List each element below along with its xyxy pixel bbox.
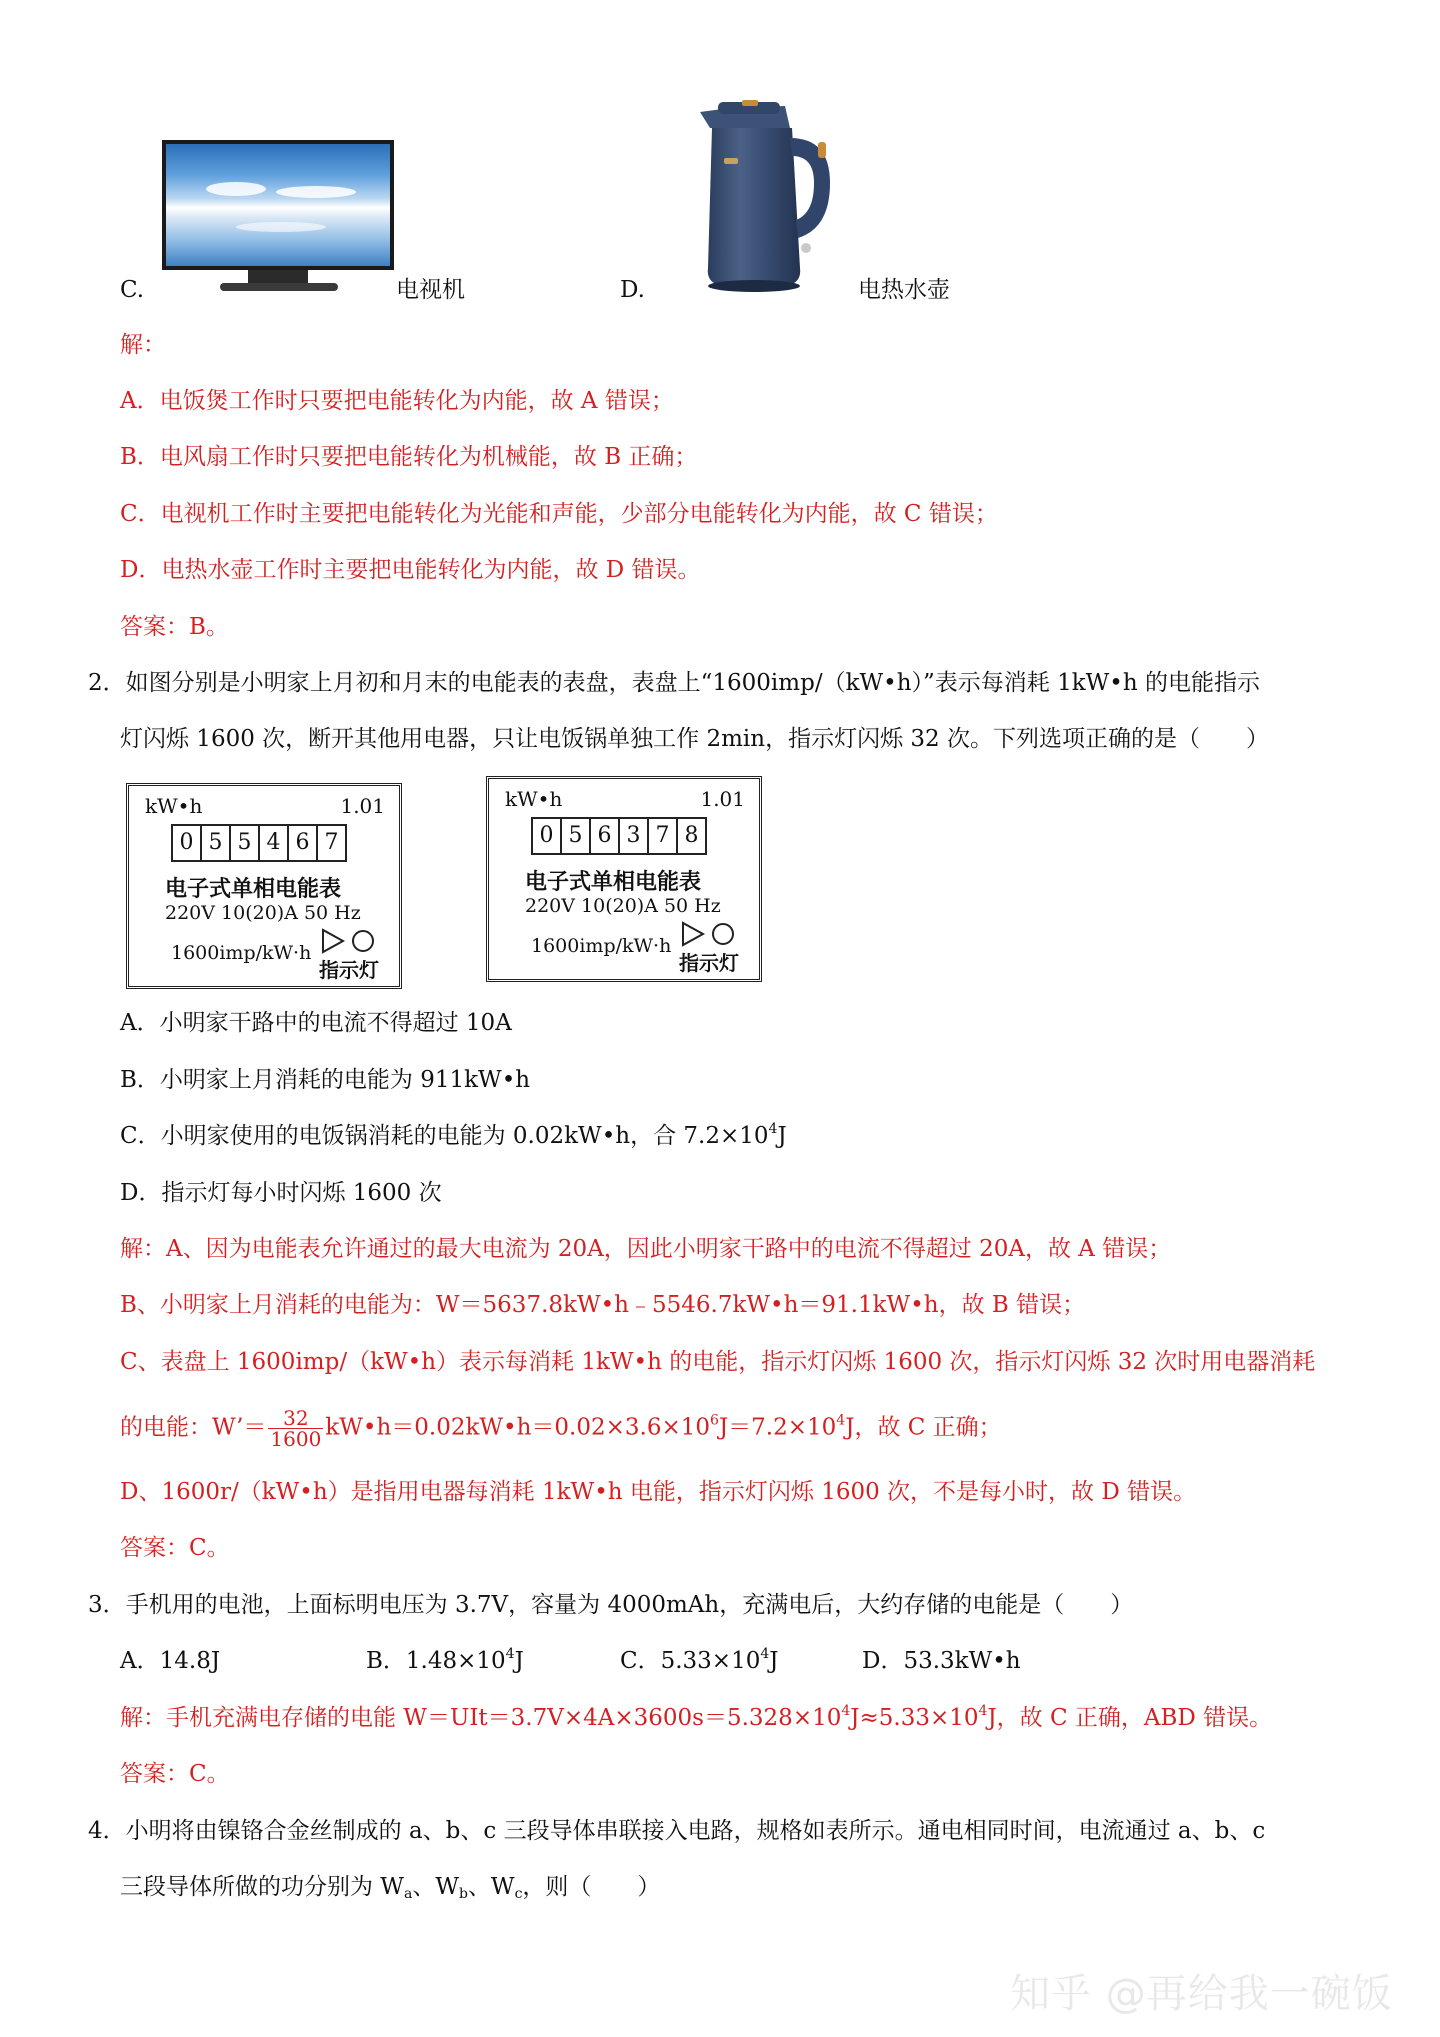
meter-digit: 6 xyxy=(289,826,318,860)
option-d-letter: D. xyxy=(620,277,645,303)
q3-option-b-text: B．1.48×10 xyxy=(366,1648,506,1674)
q3-stem: 3．手机用的电池，上面标明电压为 3.7V，容量为 4000mAh，充满电后，大约存储的电能是（ ） xyxy=(88,1592,1134,1618)
meter-unit: kW•h xyxy=(145,794,203,818)
meter-digit: 5 xyxy=(562,819,591,853)
q4-stem-text: 三段导体所做的功分别为 W xyxy=(120,1874,404,1900)
q1-solution-a: A．电饭煲工作时只要把电能转化为内能，故 A 错误； xyxy=(120,388,674,414)
q3-option-b-unit: J xyxy=(514,1648,524,1674)
q1-solution-d: D．电热水壶工作时主要把电能转化为内能，故 D 错误。 xyxy=(120,557,701,583)
fraction-numerator: 32 xyxy=(268,1408,323,1429)
meter-digits xyxy=(171,824,347,862)
q2-option-a: A．小明家干路中的电流不得超过 10A xyxy=(120,1010,512,1036)
meter-digit: 3 xyxy=(620,819,649,853)
q4-stem-line2 xyxy=(120,1872,660,1902)
q3-solution-exponent-1: 4 xyxy=(841,1703,851,1719)
meter-imp: 1600imp/kW·h xyxy=(531,935,672,957)
q3-option-b xyxy=(366,1646,524,1676)
q4-subscript-c: c xyxy=(514,1886,523,1902)
meter-unit: kW•h xyxy=(505,787,563,811)
q1-answer: 答案：B。 xyxy=(120,614,229,640)
q3-solution-suffix: J，故 C 正确，ABD 错误。 xyxy=(987,1705,1273,1731)
q2-solution-c-prefix: 的电能：W’＝ xyxy=(120,1414,267,1441)
q3-option-a: A．14.8J xyxy=(120,1648,221,1674)
q2-option-c xyxy=(120,1121,787,1151)
meter-digit: 7 xyxy=(649,819,678,853)
tv-image xyxy=(160,140,396,298)
q3-option-b-exponent: 4 xyxy=(505,1646,515,1662)
q3-option-c-unit: J xyxy=(769,1648,779,1674)
q2-solution-b: B、小明家上月消耗的电能为：W＝5637.8kW•h﹣5546.7kW•h＝91.1kW•h，故 B 错误； xyxy=(120,1292,1086,1318)
q2-solution-c-mid2: J＝7.2×10 xyxy=(718,1414,837,1441)
meter-digits xyxy=(531,817,707,855)
meter-digit: 4 xyxy=(260,826,289,860)
q3-option-c xyxy=(620,1646,779,1676)
meter-end-of-month xyxy=(486,776,762,982)
q4-stem-line1: 4．小明将由镍铬合金丝制成的 a、b、c 三段导体串联接入电路，规格如表所示。通电相同时间，电流通过 a、b、c xyxy=(88,1818,1266,1844)
q2-option-d: D．指示灯每小时闪烁 1600 次 xyxy=(120,1180,442,1206)
q3-solution xyxy=(120,1703,1272,1733)
option-c-letter: C. xyxy=(120,277,145,303)
q2-answer: 答案：C。 xyxy=(120,1535,230,1561)
option-c-label: 电视机 xyxy=(396,277,465,303)
tv-stand xyxy=(248,270,308,284)
q2-option-c-exponent: 4 xyxy=(768,1121,778,1137)
meter-digit: 0 xyxy=(533,819,562,853)
q2-stem-line2: 灯闪烁 1600 次，断开其他用电器，只让电饭锅单独工作 2min，指示灯闪烁 32 次。下列选项正确的是（ ） xyxy=(120,726,1269,752)
q3-solution-exponent-2: 4 xyxy=(978,1703,988,1719)
meter-indicator-label: 指示灯 xyxy=(319,958,379,982)
q3-option-c-text: C．5.33×10 xyxy=(620,1648,761,1674)
q4-stem-suffix: ，则（ ） xyxy=(522,1874,661,1900)
q3-solution-mid: J≈5.33×10 xyxy=(850,1705,979,1731)
meter-spec: 220V 10(20)A 50 Hz xyxy=(525,895,721,917)
meter-title: 电子式单相电能表 xyxy=(525,869,702,895)
option-d-label: 电热水壶 xyxy=(858,277,950,303)
meter-version: 1.01 xyxy=(700,787,745,811)
q2-solution-a: 解：A、因为电能表允许通过的最大电流为 20A，因此小明家干路中的电流不得超过 20A，故 A 错误； xyxy=(120,1236,1172,1262)
q1-solution-c: C．电视机工作时主要把电能转化为光能和声能，少部分电能转化为内能，故 C 错误； xyxy=(120,501,998,527)
q3-option-c-exponent: 4 xyxy=(760,1646,770,1662)
q4-subscript-a: a xyxy=(403,1886,413,1902)
q4-subscript-b: b xyxy=(458,1886,468,1902)
q3-option-d: D．53.3kW•h xyxy=(862,1648,1021,1674)
q4-separator: 、W xyxy=(467,1874,515,1900)
q2-solution-d: D、1600r/（kW•h）是指用电器每消耗 1kW•h 电能，指示灯闪烁 1600 次，不是每小时，故 D 错误。 xyxy=(120,1479,1197,1505)
kettle-image xyxy=(690,98,840,298)
meter-digit: 6 xyxy=(591,819,620,853)
meter-digit: 5 xyxy=(231,826,260,860)
q2-option-c-unit: J xyxy=(777,1123,787,1149)
meter-title: 电子式单相电能表 xyxy=(165,876,342,902)
q2-solution-c-exponent-1: 6 xyxy=(710,1412,719,1429)
q1-solution-heading: 解： xyxy=(120,332,166,358)
q3-answer: 答案：C。 xyxy=(120,1761,230,1787)
fraction xyxy=(268,1408,323,1449)
fraction-denominator: 1600 xyxy=(270,1427,322,1451)
zhihu-watermark: 知乎 @再给我一碗饭 xyxy=(1010,1971,1393,2017)
meter-digit: 8 xyxy=(684,823,699,848)
q1-solution-b: B．电风扇工作时只要把电能转化为机械能，故 B 正确； xyxy=(120,444,698,470)
meter-imp: 1600imp/kW·h xyxy=(171,942,312,964)
meter-spec: 220V 10(20)A 50 Hz xyxy=(165,902,361,924)
tv-screen xyxy=(162,140,394,270)
tv-base xyxy=(220,283,338,291)
q2-option-c-text: C．小明家使用的电饭锅消耗的电能为 0.02kW•h，合 7.2×10 xyxy=(120,1123,769,1149)
meter-digit: 7 xyxy=(324,830,339,855)
q2-solution-c-exponent-2: 4 xyxy=(836,1412,846,1429)
meter-version: 1.01 xyxy=(340,794,385,818)
meter-digit: 0 xyxy=(173,826,202,860)
q2-stem-line1: 2．如图分别是小明家上月初和月末的电能表的表盘，表盘上“1600imp/（kW•h）”表示每消耗 1kW•h 的电能指示 xyxy=(88,670,1260,696)
q3-solution-text: 解：手机充满电存储的电能 W＝UIt＝3.7V×4A×3600s＝5.328×10 xyxy=(120,1705,842,1731)
q2-solution-c-mid: kW•h＝0.02kW•h＝0.02×3.6×10 xyxy=(325,1414,711,1441)
meter-indicator-label: 指示灯 xyxy=(679,951,739,975)
meter-digit: 5 xyxy=(202,826,231,860)
q2-solution-c-line1: C、表盘上 1600imp/（kW•h）表示每消耗 1kW•h 的电能，指示灯闪烁 1600 次，指示灯闪烁 32 次时用电器消耗 xyxy=(120,1349,1316,1375)
q2-solution-c-line2 xyxy=(120,1408,1002,1449)
q4-separator: 、W xyxy=(412,1874,459,1900)
meter-start-of-month xyxy=(126,783,402,989)
q2-solution-c-suffix: J，故 C 正确； xyxy=(845,1414,1002,1441)
q2-option-b: B．小明家上月消耗的电能为 911kW•h xyxy=(120,1067,531,1093)
